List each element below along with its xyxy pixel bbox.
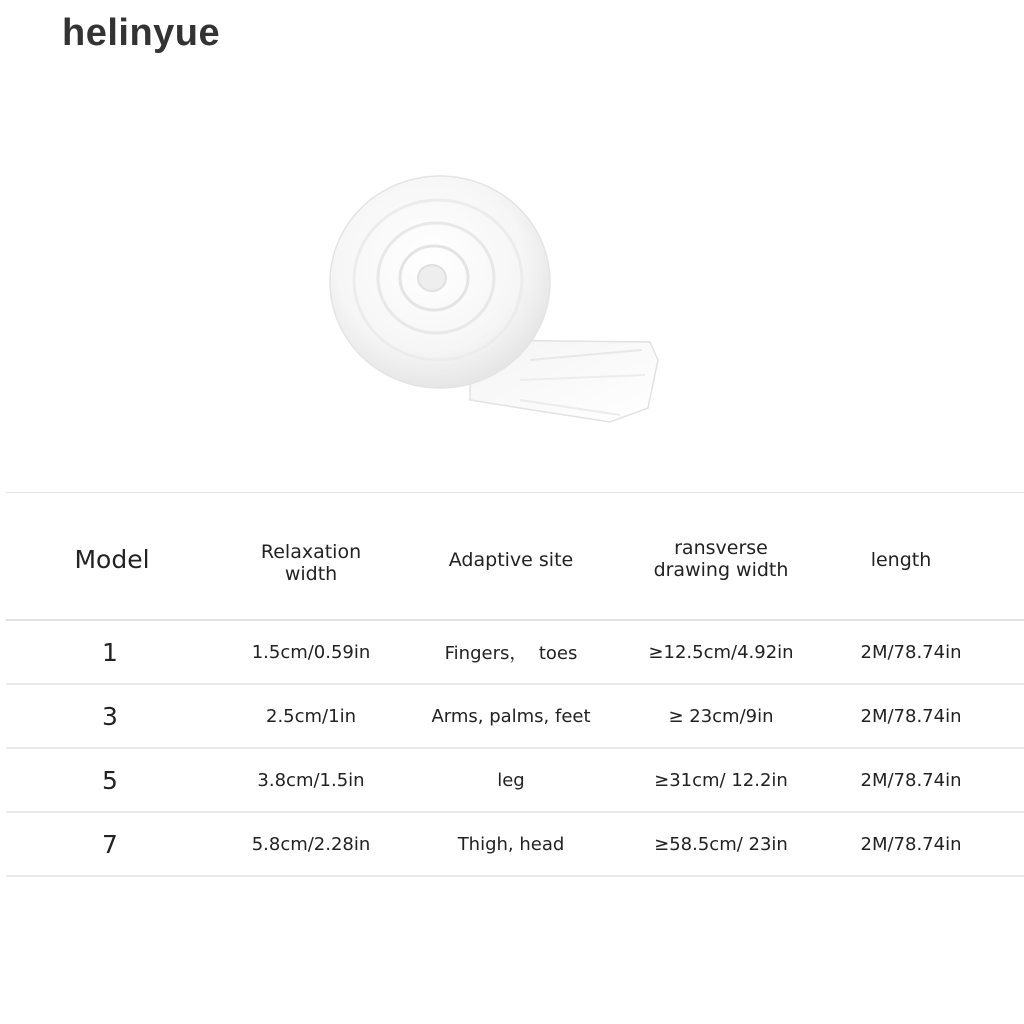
cell-transverse-width: ≥12.5cm/4.92in (648, 641, 794, 663)
cell-transverse-width: ≥ 23cm/9in (668, 705, 774, 727)
cell-relaxation-width: 2.5cm/1in (266, 705, 356, 727)
cell-model: 7 (102, 829, 118, 859)
cell-relaxation-width: 1.5cm/0.59in (251, 641, 371, 663)
table-row (6, 685, 1024, 749)
cell-transverse-width: ≥58.5cm/ 23in (654, 833, 788, 855)
cell-relaxation-width: 5.8cm/2.28in (251, 833, 371, 855)
cell-length: 2M/78.74in (860, 833, 962, 855)
spec-table (6, 492, 1024, 877)
table-row (6, 813, 1024, 877)
header-transverse-drawing-width: ransverse drawing width (653, 537, 789, 581)
cell-adaptive-site: Arms, palms, feet (431, 705, 591, 727)
cell-length: 2M/78.74in (860, 641, 962, 663)
table-row (6, 749, 1024, 813)
product-photo (320, 170, 680, 450)
cell-model: 1 (102, 637, 118, 667)
header-relaxation-width: Relaxation width (260, 541, 362, 585)
cell-transverse-width: ≥31cm/ 12.2in (654, 769, 788, 791)
header-adaptive-site: Adaptive site (448, 549, 574, 571)
cell-adaptive-site: leg (497, 769, 525, 791)
header-model: Model (74, 545, 150, 574)
cell-adaptive-site: Thigh, head (457, 833, 565, 855)
table-header (6, 493, 1024, 621)
cell-model: 3 (102, 701, 118, 731)
table-row (6, 621, 1024, 685)
cell-length: 2M/78.74in (860, 705, 962, 727)
brand-logo: helinyue (62, 12, 221, 54)
cell-model: 5 (102, 765, 118, 795)
cell-adaptive-site: Fingers， toes (444, 643, 578, 664)
cell-length: 2M/78.74in (860, 769, 962, 791)
header-length: length (870, 549, 932, 571)
cell-relaxation-width: 3.8cm/1.5in (257, 769, 365, 791)
